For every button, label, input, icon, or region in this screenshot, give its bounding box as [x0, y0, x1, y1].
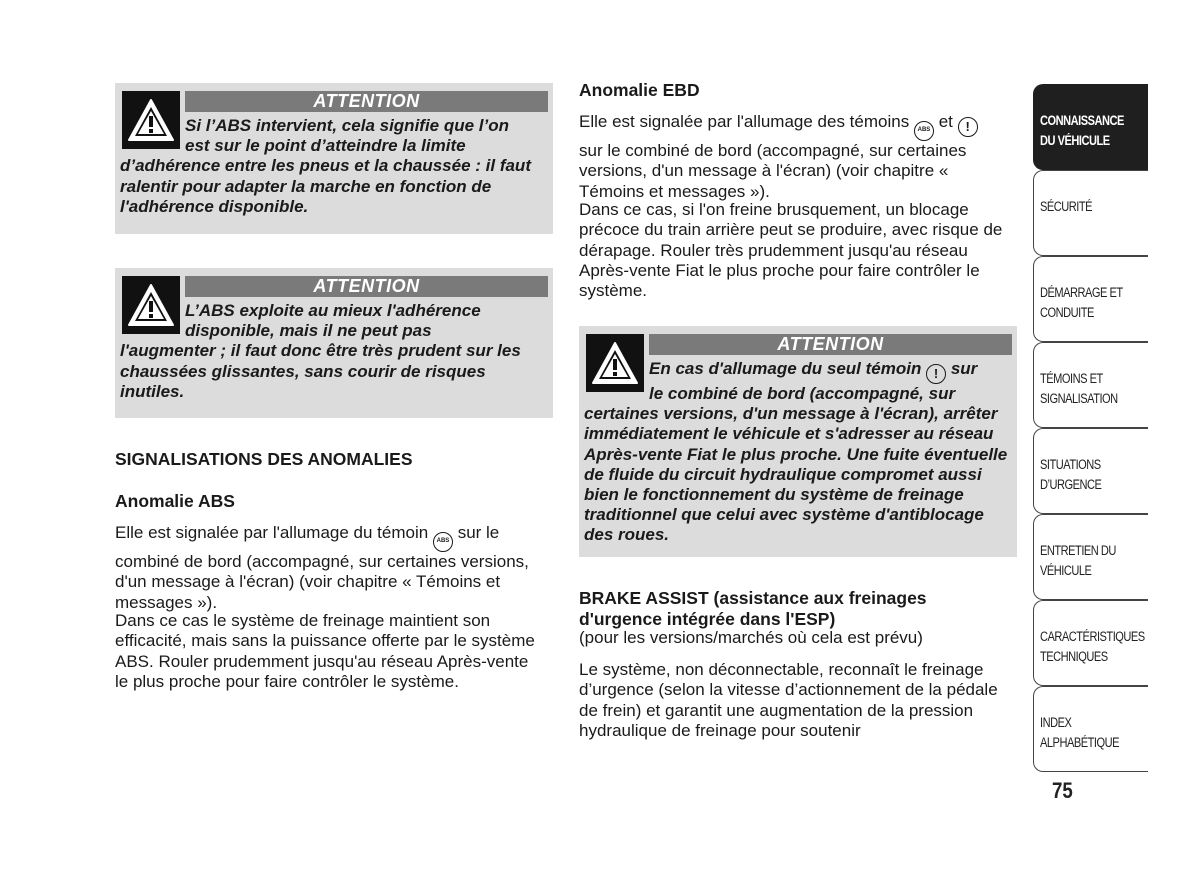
abs-anomaly-paragraph-2: Dans ce cas le système de freinage maintient son efficacité, mais sans la puissance offerte par le système ABS. Rouler prudemment jusqu'au réseau Après-vente le plus proche pour faire contrôler le système.: [115, 611, 535, 691]
ebd-anomaly-paragraph-1: Elle est signalée par l'allumage des témoins ABS et ! sur le combiné de bord (accompagné, sur certaines versions, d'un message à l'écran) (voir chapitre « Témoins et messages »).: [579, 112, 999, 202]
warning-header: ATTENTION: [185, 276, 548, 297]
tab-connaissance-du-vehicule[interactable]: CONNAISSANCE DU VÉHICULE: [1033, 84, 1148, 170]
abs-lamp-icon: ABS: [433, 532, 453, 552]
warning-box-abs-intervention: [115, 83, 553, 234]
section-heading: SIGNALISATIONS DES ANOMALIES: [115, 449, 413, 469]
warning-box-abs-adherence: [115, 268, 553, 418]
brake-warning-lamp-icon: !: [926, 364, 946, 384]
abs-anomaly-heading: Anomalie ABS: [115, 491, 235, 511]
brake-assist-paragraph: Le système, non déconnectable, reconnaît le freinage d’urgence (selon la vitesse d’actionnement de la pédale de frein) et garantit une augmentation de la pression hydraulique de freinage pour soutenir: [579, 660, 998, 740]
ebd-anomaly-paragraph-2: Dans ce cas, si l'on freine brusquement, un blocage précoce du train arrière peut se produire, avec risque de dérapage. Rouler très prudemment jusqu'au réseau Après-vente Fiat le plus proche pour faire contrôler le système.: [579, 200, 1003, 301]
warning-header: ATTENTION: [649, 334, 1012, 355]
brake-assist-heading: BRAKE ASSIST (assistance aux freinages d'urgence intégrée dans l'ESP): [579, 588, 927, 629]
tab-situations-d-urgence[interactable]: SITUATIONS D’URGENCE: [1033, 428, 1148, 514]
brake-warning-lamp-icon: !: [958, 117, 978, 137]
warning-text: L’ABS exploite au mieux l'adhérence disponible, mais il ne peut pas l'augmenter ; il faut donc être très prudent sur les chaussées glissantes, sans courir de risques inutiles.: [120, 301, 521, 401]
warning-text: En cas d'allumage du seul témoin ! sur le combiné de bord (accompagné, sur certaines versions, d'un message à l'écran), arrêter immédiatement le véhicule et s'adresser au réseau Après-vente Fiat le plus proche. Une fuite éventuelle de fluide du circuit hydraulique compromet aussi bien le fonctionnement du système de freinage traditionnel que celui avec système d'antiblocage des roues.: [584, 359, 1008, 545]
warning-box-brake-lamp: [579, 326, 1017, 557]
warning-text: Si l’ABS intervient, cela signifie que l’on est sur le point d’atteindre la limite d’adhérence entre les pneus et la chaussée : il faut ralentir pour adapter la marche en fonction de l'adhérence disponible.: [120, 116, 531, 216]
brake-assist-subnote: (pour les versions/marchés où cela est prévu): [579, 628, 923, 647]
tab-caracteristiques-techniques[interactable]: CARACTÉRISTIQUES TECHNIQUES: [1033, 600, 1148, 686]
tab-demarrage-et-conduite[interactable]: DÉMARRAGE ET CONDUITE: [1033, 256, 1148, 342]
abs-anomaly-paragraph-1: Elle est signalée par l'allumage du témoin ABS sur le combiné de bord (accompagné, sur certaines versions, d'un message à l'écran) (voir chapitre « Témoins et messages »).: [115, 523, 529, 612]
page-number: 75: [1052, 778, 1073, 803]
tab-securite[interactable]: SÉCURITÉ: [1033, 170, 1148, 256]
tab-entretien-du-vehicule[interactable]: ENTRETIEN DU VÉHICULE: [1033, 514, 1148, 600]
ebd-anomaly-heading: Anomalie EBD: [579, 80, 700, 100]
warning-header: ATTENTION: [185, 91, 548, 112]
tab-temoins-et-signalisation[interactable]: TÉMOINS ET SIGNALISATION: [1033, 342, 1148, 428]
abs-lamp-icon: ABS: [914, 121, 934, 141]
tab-index-alphabetique[interactable]: INDEX ALPHABÉTIQUE: [1033, 686, 1148, 772]
